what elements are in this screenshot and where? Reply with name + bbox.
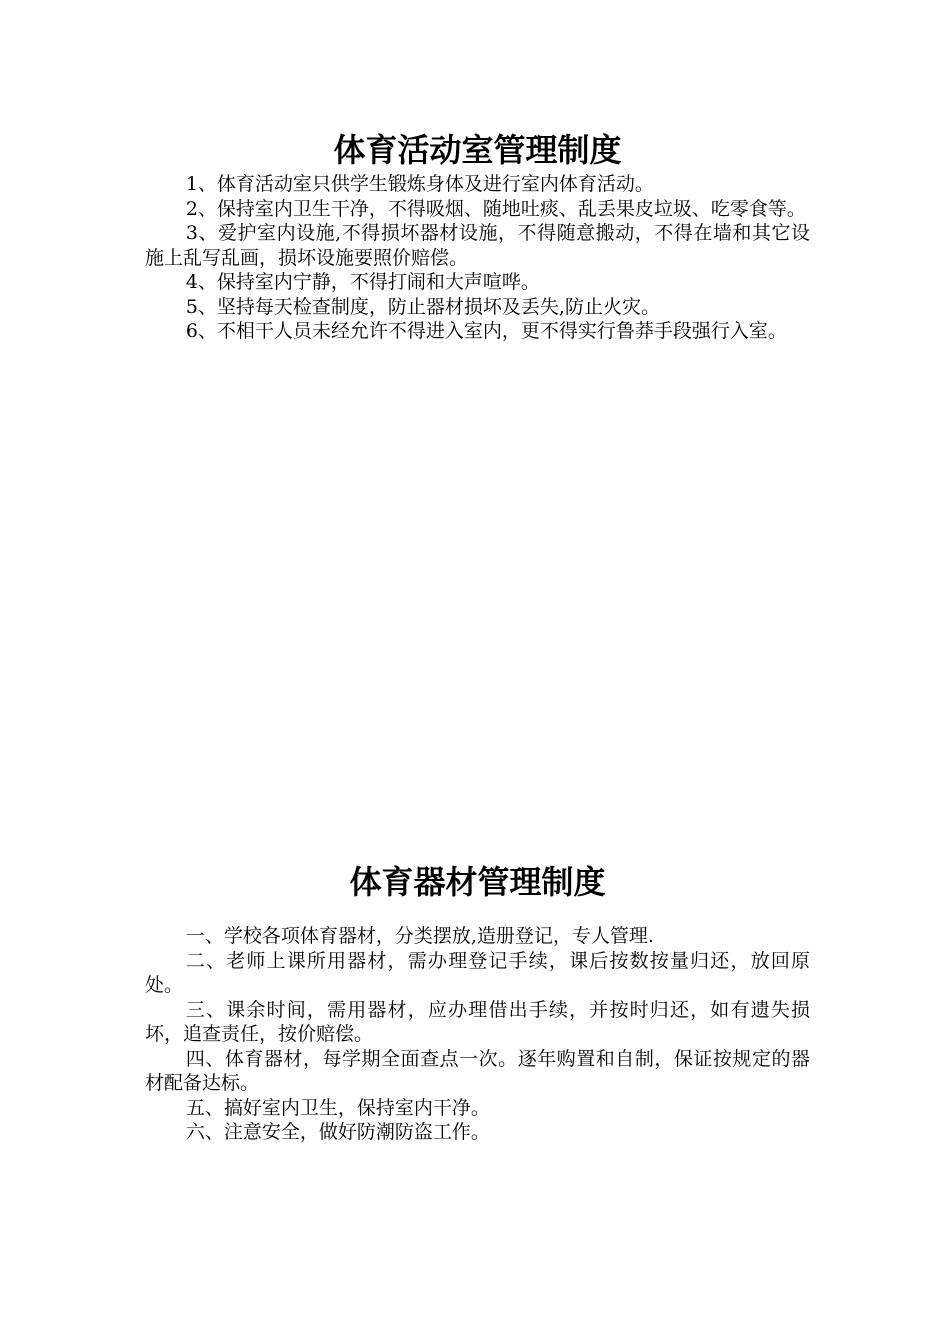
rule-item: 三、课余时间，需用器材，应办理借出手续，并按时归还，如有遗失损坏，追查责任，按价赔偿。 bbox=[145, 998, 810, 1045]
sports-room-rules-section bbox=[145, 128, 810, 344]
rule-item: 五、搞好室内卫生，保持室内干净。 bbox=[185, 1096, 490, 1119]
rule-item: 2、保持室内卫生干净，不得吸烟、随地吐痰、乱丢果皮垃圾、吃零食等。 bbox=[185, 197, 806, 220]
section-title: 体育活动室管理制度 bbox=[333, 131, 622, 169]
rules-list bbox=[145, 172, 810, 344]
rule-item: 二、老师上课所用器材，需办理登记手续，课后按数按量归还，放回原处。 bbox=[145, 949, 810, 996]
rule-item: 四、体育器材，每学期全面查点一次。逐年购置和自制，保证按规定的器材配备达标。 bbox=[145, 1047, 810, 1094]
rule-item: 3、爱护室内设施,不得损坏器材设施，不得随意搬动，不得在墙和其它设施上乱写乱画，损坏设施要照价赔偿。 bbox=[145, 222, 810, 269]
rule-item: 5、坚持每天检查制度，防止器材损坏及丢失,防止火灾。 bbox=[185, 295, 660, 318]
section-title: 体育器材管理制度 bbox=[349, 863, 606, 901]
rule-item: 1、体育活动室只供学生锻炼身体及进行室内体育活动。 bbox=[185, 173, 654, 195]
rule-item: 一、学校各项体育器材，分类摆放,造册登记，专人管理. bbox=[185, 925, 654, 947]
rule-item: 4、保持室内宁静，不得打闹和大声喧哗。 bbox=[185, 271, 540, 293]
rule-item: 6、不相干人员未经允许不得进入室内，更不得实行鲁莽手段强行入室。 bbox=[185, 320, 787, 342]
rule-item: 六、注意安全，做好防潮防盗工作。 bbox=[185, 1121, 490, 1143]
rules-list bbox=[145, 924, 810, 1145]
sports-equipment-rules-section bbox=[145, 860, 810, 1145]
